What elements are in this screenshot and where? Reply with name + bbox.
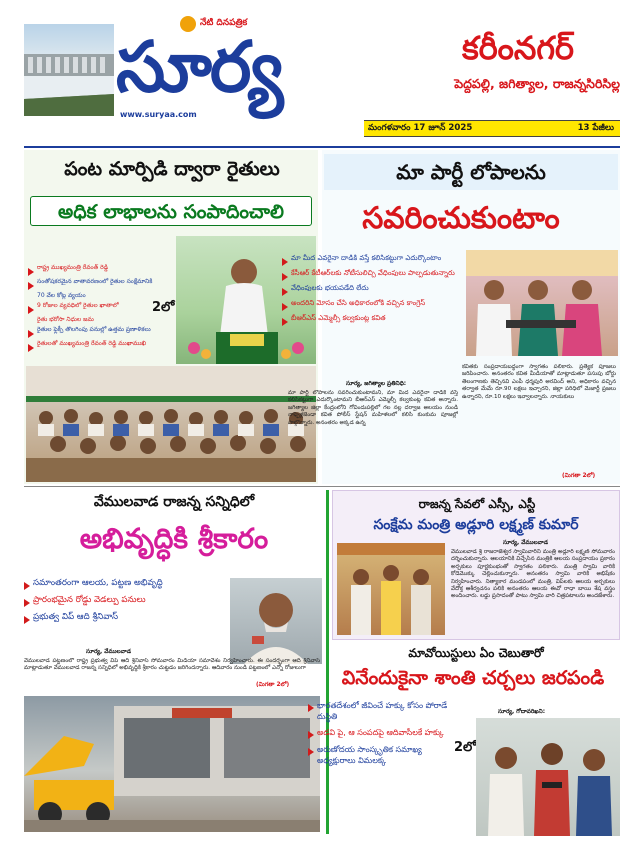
bullet-icon — [282, 303, 288, 311]
byline-welfare: సూర్య, వేములవాడ — [503, 540, 548, 546]
list-item: 70 వేల కోట్ల వ్యయం — [37, 292, 86, 299]
list-item: వేధింపులకు భయపడేది లేదు — [282, 284, 462, 296]
list-item: కేసీఆర్ కేటీఆర్‌లకు నోటీసులిచ్చి వేధింపులు పాల్పడుతున్నారు — [282, 269, 462, 281]
body-party-flaws-col2: కవితకు సంప్రదాయబద్ధంగా స్వాగతం పలికారు. ప్రత్యేక పూజలు జరిపించారు. అనంతరం కవిత మీడియాతో మాట్లాడుతూ పసుపు బోర్డు తెలంగాణకు తెచ్చినవి ఎంపీ ధర్మపురి అరవింద్ అని, అధికారం వచ్చిన తర్వాత మేమే రూ.90 లక్షలు ఇచ్చారని, జిల్లా పరిధిలో మెజార్టీ ప్రజలు ఉన్నారని, రూ.10 లక్షలు ఇవ్వాలన్నారు. నాయకులు — [462, 364, 616, 400]
kicker-vemulawada: వేములవాడ రాజన్న సన్నిధిలో — [93, 494, 255, 510]
headline-welfare: సంక్షేమ మంత్రి అడ్లూరి లక్ష్మణ్ కుమార్ — [373, 517, 579, 533]
list-item: అందరిని మోసం చేసి అధికారంలోకి వచ్చిన కాంగ్రెస్ — [282, 299, 462, 311]
bullet-icon — [308, 748, 314, 756]
body-vemulawada: వేములవాడ పట్టణంలో రాష్ట్ర ప్రభుత్వ విప్ ఆది శ్రీనివాస్ సోమవారం మీడియా సమావేశం నిర్వహించారు. ఈ సందర్భంగా ఆది శ్రీనివాస్ మాట్లాడుతూ వేములవాడ రాజన్న సన్నిధిలో అభివృద్ధికి శ్రీకారం చుట్టడం జరిగిందన్నారు. ఆదివారం నుండి పట్టణంలో ఎన్నో రోజులుగా — [24, 658, 320, 672]
body-welfare: వేములవాడ శ్రీ రాజరాజేశ్వర స్వామివారిని మంత్రి అడ్లూరి లక్ష్మణ్ సోమవారం దర్శించుకున్నారు. ఆలయానికి విచ్చేసిన మంత్రికి ఆలయ సంప్రదాయం ప్రకారం అర్చకులు పూర్ణకుంభంతో స్వాగతం పలికారు. మంత్రి స్వామి వారికి కోడెమొక్కు చెల్లించుకున్నారు. అనంతరం స్వామి వారికి అభిషేకం నిర్వహించారు. నిత్యాకార మండపంలో మంత్రి, విప్‌లకు ఆలయ అర్చకులు వేదోక్త ఆశీర్వచనం పలికి అనంతరం ఆలయ ఈవో రాధా బాయి శేష వస్త్రం అందించారు. లడ్డు ప్రసాదంతో పాటు స్వామి వారి చిత్రపటాలను అందజేశారు. — [451, 549, 615, 600]
bullet-icon — [282, 273, 288, 281]
headline-maoist: వినేందుకైనా శాంతి చర్చలు జరపండి — [341, 667, 605, 689]
bullet-icon — [24, 582, 30, 590]
list-item: ప్రభుత్వ విప్ ఆది శ్రీనివాస్ — [24, 612, 224, 624]
byline-vemulawada: సూర్య, వేములవాడ — [86, 649, 131, 655]
edition-city: కరీంనగర్ — [461, 29, 574, 67]
list-item: మా మీద ఎవరైనా దాడికి వస్తే కలిసికట్టుగా ఎదుర్కొంటాం — [282, 254, 462, 266]
story-maoist-talks — [317, 644, 620, 836]
bullet-icon — [282, 258, 288, 266]
body-party-flaws-col1: మా పార్టీ లోపాలను సవరించుకుంటామని, మా మీద ఎవరైనా దాడికి వస్తే కలిసికట్టుగా ఎదుర్కొంటామని బీఆర్ఎస్ ఎమ్మెల్సీ కల్వకుంట్ల కవిత అన్నారు. జగిత్యాల జిల్లా కేంద్రంలోని గోవిందుపల్లిలో గల నల్ల దర్వాజ అలయం నుండి నాఫ్ఫెళ్లజెండా కవిత పోలీస్ స్టేషన్ మహిళలలో కలిసి కుంకుమ పూజల్లో పాల్గొన్నారు. అనంతరం అక్కడ ఉన్న — [288, 390, 458, 426]
list-item: సమాంతరంగా ఆలయ, పట్టణ అభివృద్ధి — [24, 578, 224, 590]
headline-crop-rotation-1: పంట మార్పిడి ద్వారా రైతులు — [64, 158, 280, 180]
edition-districts: పెద్దపల్లి, జగిత్యాల, రాజన్నసిరిసిల్ల — [454, 76, 620, 91]
date-strip — [364, 120, 620, 137]
vimalakka-photo — [476, 718, 620, 836]
list-item: అరుణోదయ సాంస్కృతిక సమాఖ్య అధ్యక్షురాలు విమలక్క — [308, 744, 462, 766]
byline-maoist: సూర్య, గోదావరిఖని: — [498, 709, 546, 715]
farmers-crowd-photo — [26, 366, 316, 482]
bullet-list-vemulawada — [24, 578, 224, 624]
headline-party-flaws-1: మా పార్టీ లోపాలను — [324, 154, 618, 190]
section-divider — [24, 486, 620, 487]
bullet-icon — [282, 288, 288, 296]
story-welfare-minister — [332, 490, 620, 640]
headline-crop-rotation-2: అధిక లాభాలను సంపాదించాలి — [30, 196, 312, 226]
list-item: భారతదేశంలో జీవించే హక్కు కోసం పోరాడే దుస్థితి — [308, 700, 462, 722]
list-item: రైతు భరోసా నిధుల జమ — [37, 316, 94, 323]
list-item: రైతుల ఫ్లెక్సీ తొలగింపు పనుల్లో ఉత్తమ ప్రణాళికలు — [28, 326, 162, 338]
bullet-list-party-flaws — [282, 254, 462, 326]
page-ref: 2లో — [152, 300, 175, 315]
bullet-icon — [24, 616, 30, 624]
list-item: 9 రోజుల వ్యవధిలో రైతుల ఖాతాలో — [28, 302, 162, 314]
website: www.suryaa.com — [120, 110, 197, 119]
bullet-list-maoist — [308, 700, 462, 766]
road-widening-photo — [24, 696, 320, 832]
list-item: ప్రారంభమైన రోడ్డు వెడల్పు పనులు — [24, 595, 224, 607]
kavitha-press-photo — [466, 250, 618, 356]
list-item: రైతులతో ముఖ్యమంత్రి రేవంత్ రెడ్డి ముఖాముఖి — [28, 340, 162, 352]
logo-tagline: నేటి దినపత్రిక — [200, 18, 248, 28]
list-item: బీఆర్ఎస్ ఎమ్మెల్సీ కల్వకుంట్ల కవిత — [282, 314, 462, 326]
bullet-icon — [28, 306, 34, 314]
logo: సూర్య — [116, 26, 282, 108]
bullet-icon — [308, 704, 314, 712]
whip-portrait-photo — [230, 578, 322, 664]
kicker-maoist: మావోయిస్టులు ఏం చెబుతారో — [408, 646, 544, 660]
masthead-divider — [24, 146, 620, 148]
minister-temple-photo — [337, 543, 445, 635]
story-crop-rotation — [24, 150, 318, 484]
bullet-icon — [28, 282, 34, 290]
bullet-list-crop-rotation — [28, 264, 162, 352]
kicker-welfare: రాజన్న సేవలో ఎస్సీ, ఎస్టీ — [418, 497, 536, 511]
page-ref: 2లో — [454, 740, 477, 755]
bullet-icon — [24, 599, 30, 607]
byline-party-flaws: సూర్య, జగిత్యాల ప్రతినిధి: — [346, 381, 407, 387]
bullet-icon — [28, 344, 34, 352]
story-vemulawada — [24, 488, 324, 834]
continued-label: (మిగతా 2లో) — [256, 682, 290, 688]
bullet-icon — [28, 330, 34, 338]
masthead-dam-photo — [24, 24, 114, 116]
list-item: రాష్ట్ర ముఖ్యమంత్రి రేవంత్ రెడ్డి — [28, 264, 162, 276]
continued-label: (మిగతా 2లో) — [562, 473, 596, 479]
page-count: 13 పేజీలు — [577, 123, 614, 133]
bullet-icon — [308, 731, 314, 739]
list-item: అడవి పై, ఆ సంపదపై ఆదివాసీలకే హక్కు — [308, 727, 462, 739]
headline-party-flaws-2: సవరించుకుంటాం — [362, 201, 560, 236]
bullet-icon — [28, 268, 34, 276]
list-item: సంతోషకరమైన వాతావరణంలో రైతుల సంక్షేమానికి — [28, 278, 162, 290]
headline-vemulawada: అభివృద్ధికి శ్రీకారం — [79, 522, 269, 555]
date: మంగళవారం 17 జూన్ 2025 — [368, 123, 473, 133]
masthead — [24, 18, 620, 142]
story-party-flaws — [288, 150, 620, 484]
bullet-icon — [282, 318, 288, 326]
